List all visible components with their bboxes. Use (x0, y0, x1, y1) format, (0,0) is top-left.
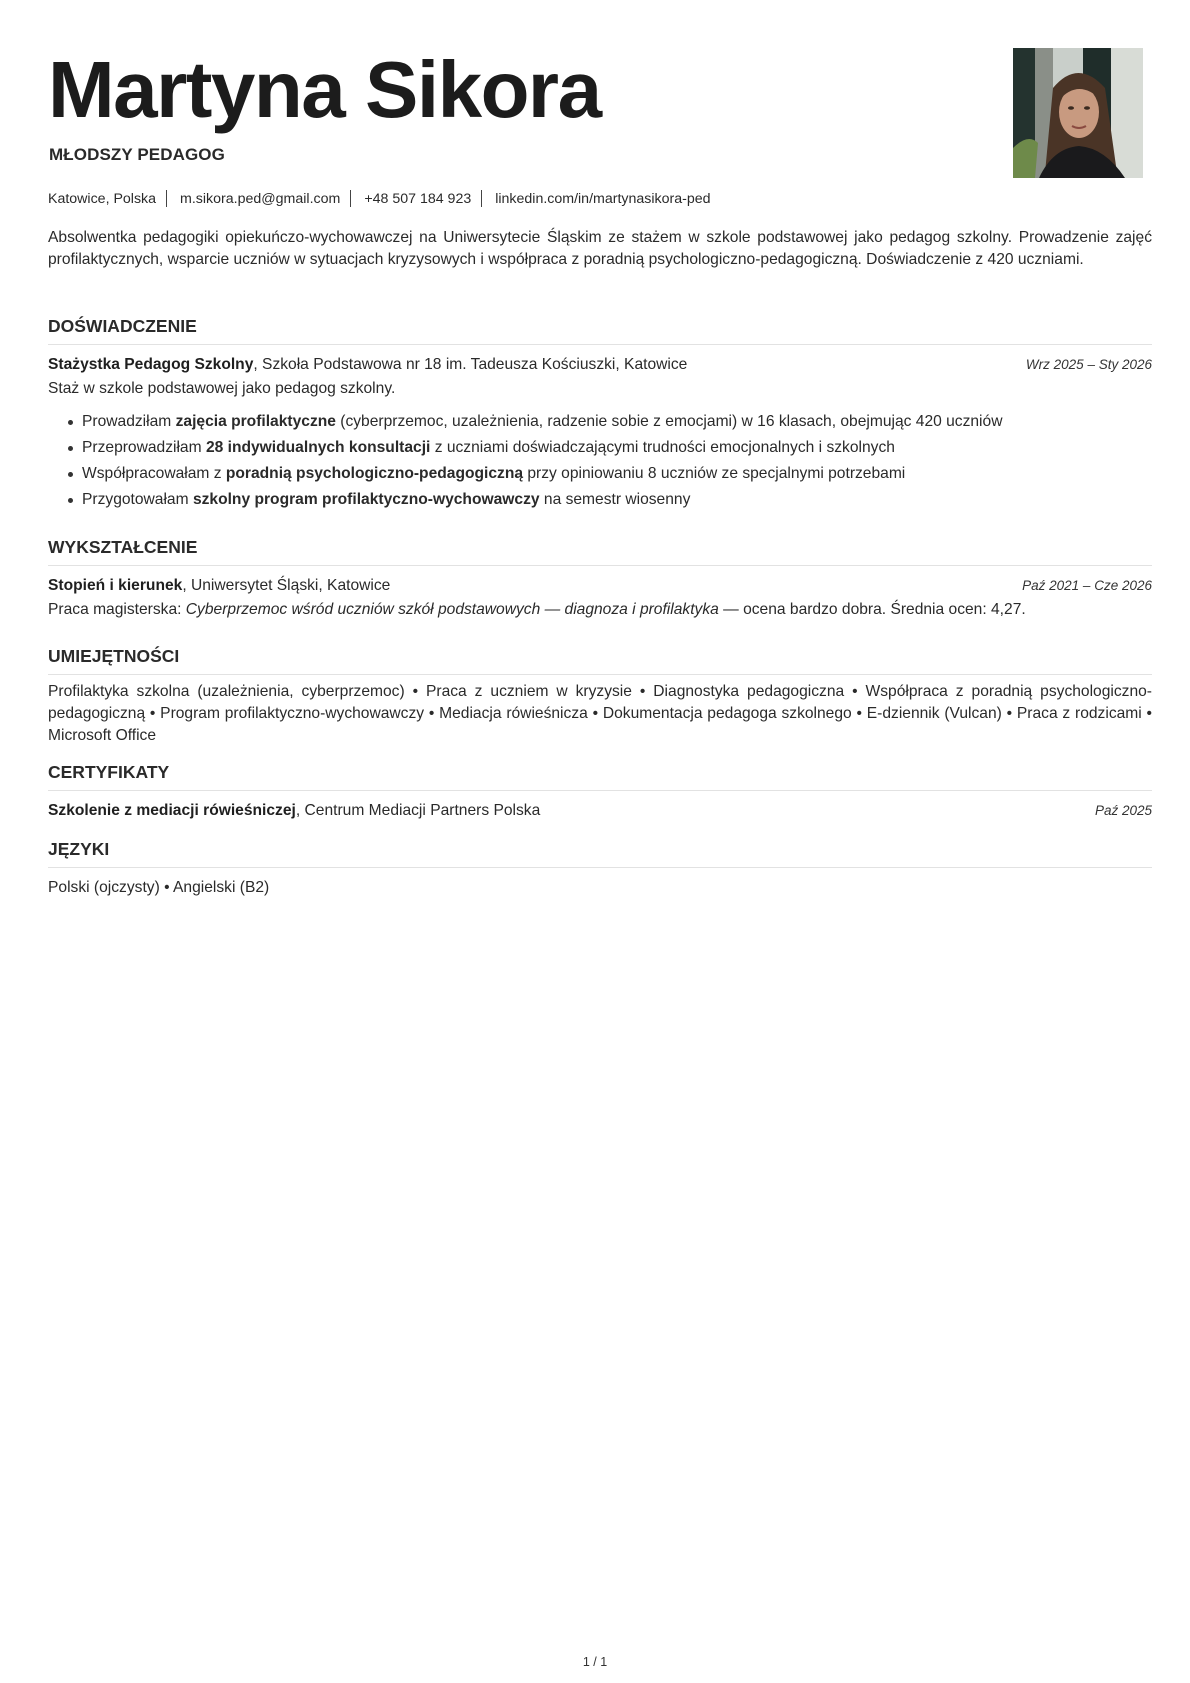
languages-section (48, 837, 1152, 900)
role-name: Stażystka Pedagog Szkolny (48, 356, 254, 373)
thesis-line: Praca magisterska: Cyberprzemoc wśród uczniów szkół podstawowych — diagnoza i profilaktyka — ocena bardzo dobra. Średnia ocen: 4,27. (48, 601, 1026, 618)
job-title: MŁODSZY PEDAGOG (49, 145, 225, 164)
experience-section (48, 314, 1152, 513)
contact-email[interactable]: m.sikora.ped@gmail.com (180, 190, 341, 207)
experience-entry-header (48, 353, 1152, 377)
languages-list: Polski (ojczysty) • Angielski (B2) (48, 879, 270, 896)
contact-location: Katowice, Polska (48, 190, 157, 207)
certificates-section (48, 760, 1152, 823)
certificate-name: Szkolenie z mediacji rówieśniczej (48, 802, 296, 819)
education-date: Paź 2021 – Cze 2026 (1022, 578, 1152, 593)
experience-description: Staż w szkole podstawowej jako pedagog szkolny. (48, 380, 396, 397)
contact-linkedin[interactable]: linkedin.com/in/martynasikora-ped (495, 190, 711, 207)
profile-summary: Absolwentka pedagogiki opiekuńczo-wychowawczej na Uniwersytecie Śląskim ze stażem w szkole podstawowej jako pedagog szkolny. Prowadzenie zajęć profilaktycznych, wsparcie uczniów w sytuacjach kryzysowych i współpraca z poradnią psychologiczno-pedagogiczną. Doświadczenie z 420 uczniami. (48, 229, 1152, 268)
profile-photo (1013, 48, 1143, 178)
section-heading: CERTYFIKATY (48, 760, 1152, 791)
section-heading: DOŚWIADCZENIE (48, 314, 1152, 345)
education-entry-header (48, 574, 1152, 598)
divider (350, 190, 351, 207)
contact-phone[interactable]: +48 507 184 923 (364, 190, 472, 207)
section-heading: UMIEJĘTNOŚCI (48, 644, 1152, 675)
bullet-item: Współpracowałam z poradnią psychologiczno-pedagogiczną przy opiniowaniu 8 uczniów ze specjalnymi potrzebami (48, 461, 1152, 487)
portrait-photo-icon (1013, 48, 1143, 178)
certificate-issuer: , Centrum Mediacji Partners Polska (295, 802, 541, 819)
section-heading: WYKSZTAŁCENIE (48, 535, 1152, 566)
bullet-item: Prowadziłam zajęcia profilaktyczne (cyberprzemoc, uzależnienia, radzenie sobie z emocjami) w 16 klasach, obejmując 420 uczniów (48, 409, 1152, 435)
experience-title (48, 353, 687, 377)
page-number: 1 / 1 (582, 1655, 608, 1669)
skills-list: Profilaktyka szkolna (uzależnienia, cyberprzemoc) • Praca z uczniem w kryzysie • Diagnostyka pedagogiczna • Współpraca z poradnią psychologiczno-pedagogiczną • Program profilaktyczno-wychowawczy • Mediacja rówieśnicza • Dokumentacja pedagoga szkolnego • E-dziennik (Vulcan) • Praca z rodzicami • Microsoft Office (48, 683, 1152, 744)
experience-date: Wrz 2025 – Sty 2026 (1025, 357, 1152, 372)
certificate-title (48, 799, 540, 823)
school-name: , Uniwersytet Śląski, Katowice (182, 577, 391, 594)
certificate-entry (48, 799, 1152, 823)
skills-section (48, 644, 1152, 747)
organization: , Szkoła Podstawowa nr 18 im. Tadeusza Kościuszki, Katowice (253, 356, 688, 373)
contact-info (48, 190, 711, 207)
education-title (48, 574, 390, 598)
bullet-item: Przeprowadziłam 28 indywidualnych konsultacji z uczniami doświadczającymi trudności emocjonalnych i szkolnych (48, 435, 1152, 461)
education-section (48, 535, 1152, 622)
certificate-date: Paź 2025 (1094, 803, 1152, 818)
divider (481, 190, 482, 207)
bullet-item: Przygotowałam szkolny program profilaktyczno-wychowawczy na semestr wiosenny (48, 487, 1152, 513)
candidate-name: Martyna Sikora (48, 45, 601, 134)
experience-bullets (48, 409, 1152, 513)
divider (166, 190, 167, 207)
degree-name: Stopień i kierunek (48, 577, 183, 594)
section-heading: JĘZYKI (48, 837, 1152, 868)
